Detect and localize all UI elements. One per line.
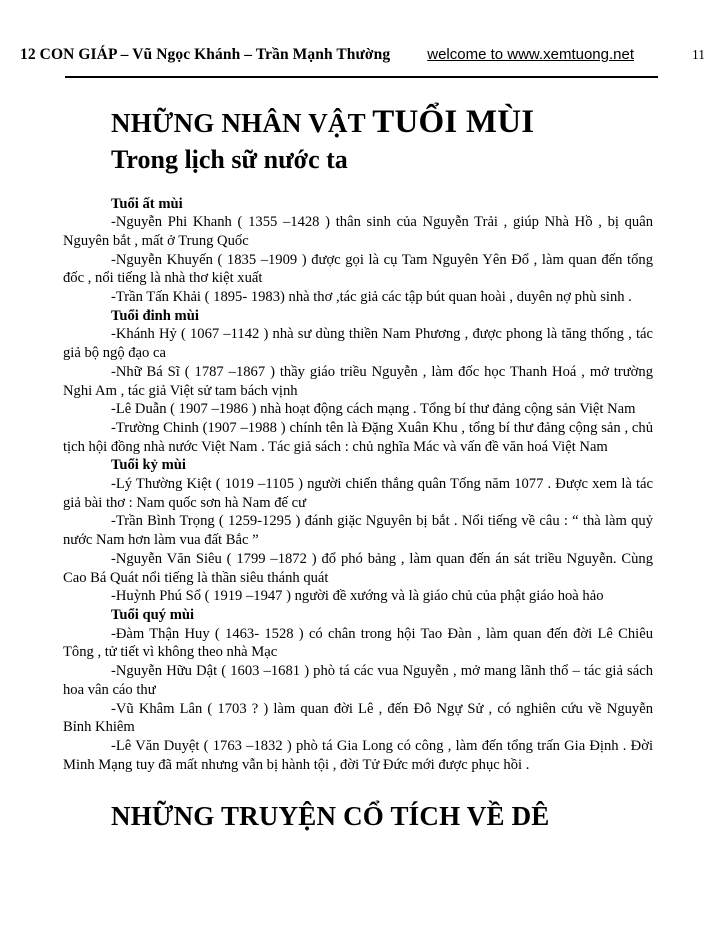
header-divider	[65, 76, 658, 78]
entry-vu-kham-lan: -Vũ Khâm Lân ( 1703 ? ) làm quan đời Lê , đến Đô Ngự Sử , có nghiên cứu về Nguyễn Bỉnh Khiêm	[63, 700, 653, 736]
entry-tran-binh-trong: -Trần Bình Trọng ( 1259-1295 ) đánh giặc Nguyên bị bắt . Nổi tiếng về câu : “ thà làm quỷ nước Nam hơn làm vua đất Bắc ”	[63, 513, 653, 549]
site-link[interactable]: welcome to www.xemtuong.net	[427, 46, 634, 63]
entry-le-duan: -Lê Duẫn ( 1907 –1986 ) nhà hoạt động cách mạng . Tổng bí thư đảng cộng sản Việt Nam	[111, 401, 636, 418]
page-number: 11	[692, 47, 705, 62]
section-heading-quy-mui: Tuổi quý mùi	[111, 607, 195, 623]
entry-dam-than-huy: -Đàm Thận Huy ( 1463- 1528 ) có chân trong hội Tao Đàn , làm quan đến đời Lê Chiêu Tông , tử tiết vì không theo nhà Mạc	[63, 625, 653, 661]
body-text	[63, 195, 653, 775]
page-content	[63, 96, 653, 832]
entry-khanh-hy: -Khánh Hỷ ( 1067 –1142 ) nhà sư dùng thiền Nam Phương , được phong là tăng thống , tác giả bộ ngộ đạo ca	[63, 326, 653, 362]
page-title-large: TUỔI MÙI	[372, 104, 535, 140]
page-subtitle: Trong lịch sữ nước ta	[111, 144, 348, 174]
entry-nguyen-khuyen: -Nguyễn Khuyến ( 1835 –1909 ) được gọi là cụ Tam Nguyên Yên Đổ , làm quan đến tổng đốc , nổi tiếng là nhà thơ kiệt xuất	[63, 251, 653, 287]
entry-le-van-duyet: -Lê Văn Duyệt ( 1763 –1832 ) phò tá Gia Long có công , làm đến tổng trấn Gia Định . Đời Minh Mạng tuy đã mất nhưng vẫn bị hành tội , đời Tử Đức mới được phục hồi .	[63, 737, 653, 773]
next-section-title: NHỮNG TRUYỆN CỔ TÍCH VỀ DÊ	[111, 801, 550, 832]
book-title: 12 CON GIÁP – Vũ Ngọc Khánh – Trần Mạnh Thường	[20, 46, 391, 63]
entry-ly-thuong-kiet: -Lý Thường Kiệt ( 1019 –1105 ) người chiến thắng quân Tống năm 1077 . Được xem là tác giả bài thơ : Nam quốc sơn hà Nam đế cư	[63, 476, 653, 511]
entry-nguyen-van-sieu: -Nguyễn Văn Siêu ( 1799 –1872 ) đổ phó bảng , làm quan đến án sát triều Nguyễn. Cùng Cao Bá Quát nổi tiếng là thần siêu thánh quát	[63, 550, 653, 586]
entry-tran-tan-khai: -Trần Tấn Khải ( 1895- 1983) nhà thơ ,tác giả các tập bút quan hoài , duyên nợ phù sinh .	[111, 289, 632, 306]
page-title	[111, 104, 653, 142]
page-header	[20, 46, 705, 64]
section-heading-ky-mui: Tuổi kỷ mùi	[111, 457, 186, 474]
page-title-small: NHỮNG NHÂN VẬT	[111, 108, 373, 138]
entry-huynh-phu-so: -Huỳnh Phú Sổ ( 1919 –1947 ) người đề xướng và là giáo chủ của phật giáo hoà hảo	[111, 588, 604, 605]
entry-nhu-ba-si: -Nhữ Bá Sĩ ( 1787 –1867 ) thầy giáo triều Nguyễn , làm đốc học Thanh Hoá , mở trường Nghi Am , tác giả Việt sử tam bách vịnh	[63, 363, 653, 399]
section-heading-at-mui: Tuổi ất mùi	[111, 195, 183, 212]
entry-truong-chinh: -Trường Chinh (1907 –1988 ) chính tên là Đặng Xuân Khu , tổng bí thư đảng cộng sản , chủ tịch hội đồng nhà nước Việt Nam . Tác giả sách : chủ nghĩa Mác và vấn đề văn hoá Việt Nam	[63, 419, 653, 455]
entry-nguyen-phi-khanh: -Nguyễn Phi Khanh ( 1355 –1428 ) thân sinh của Nguyễn Trải , giúp Nhà Hồ , bị quân Nguyên bắt , mất ở Trung Quốc	[63, 214, 653, 249]
entry-nguyen-huu-dat: -Nguyễn Hữu Dật ( 1603 –1681 ) phò tá các vua Nguyễn , mở mang lãnh thổ – tác giả sách hoa vân cáo thư	[63, 663, 653, 698]
section-heading-dinh-mui: Tuổi đinh mùi	[111, 307, 199, 324]
